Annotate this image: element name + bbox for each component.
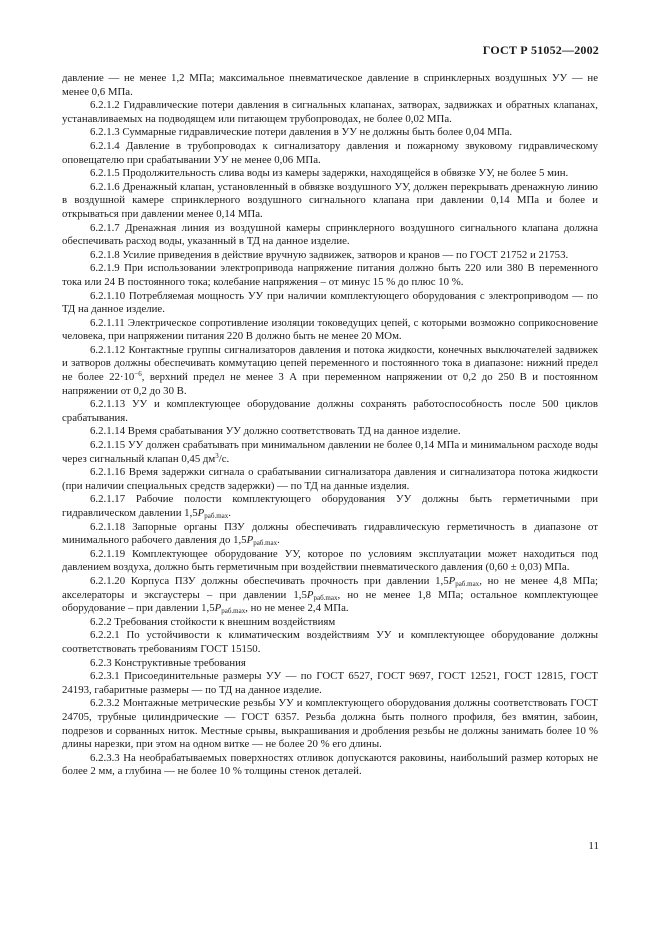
paragraph-6-2-1-10: 6.2.1.10 Потребляемая мощность УУ при наличии комплектующего оборудования с электроприводом — по ТД на данное изделие. — [62, 289, 598, 316]
pressure-symbol: P — [448, 574, 456, 587]
pressure-symbol: P — [214, 602, 222, 615]
subscript: раб.max — [455, 579, 480, 588]
paragraph-6-2-1-13: 6.2.1.13 УУ и комплектующее оборудование должны сохранять работоспособность после 500 циклов срабатывания. — [62, 398, 598, 424]
document-body — [62, 72, 598, 779]
subscript: раб.max — [313, 593, 338, 602]
text-segment: . — [277, 534, 280, 547]
paragraph-6-2-3-2: 6.2.3.2 Монтажные метрические резьбы УУ и комплектующего оборудования должны соответствовать ГОСТ 24705, трубные цилиндрические — ГОСТ 6357. Резьба должна быть полного профиля, без вмятин, забоин, подрезов и сорванных ниток. Местные срывы, выкрашивания и дробления резьбы не должны занимать более 10 % длины нарезки, при этом на одном витке — не более 20 % его длины. — [62, 697, 598, 751]
text-segment: 6.2.1.12 Контактные группы сигнализаторов давления и потока жидкости, конечных выключателей задвижек и затворов должны обеспечивать коммутацию цепей переменного и постоянного тока в диапазоне: нижний предел не более 22·10 — [62, 343, 598, 384]
paragraph-6-2-1-15 — [62, 439, 598, 466]
text-segment: 6.2.1.20 Корпуса ПЗУ должны обеспечивать прочность при давлении 1,5 — [90, 574, 449, 587]
paragraph-6-2-1-2: 6.2.1.2 Гидравлические потери давления в сигнальных клапанах, затворах, задвижках и обратных клапанах, устанавливаемых на подводящем или питающем трубопроводах, не более 0,02 МПа. — [62, 99, 598, 125]
page-number: 11 — [588, 840, 599, 852]
superscript: −6 — [134, 370, 142, 379]
subscript: раб.max — [221, 607, 246, 616]
paragraph-6-2-1-20 — [62, 575, 598, 616]
paragraph-6-2-1-7: 6.2.1.7 Дренажная линия из воздушной камеры спринклерного воздушного сигнального клапана должна обеспечивать расход воды, указанный в ТД на данное изделие. — [62, 221, 598, 248]
superscript: 3 — [215, 451, 219, 460]
subscript: раб.max — [253, 539, 278, 548]
subscript: раб.max — [204, 512, 229, 520]
text-segment: . — [228, 507, 231, 519]
text-segment: 6.2.1.15 УУ должен срабатывать при минимальном давлении не более 0,14 МПа и минимальном расходе воды через сигнальный клапан 0,45 дм — [62, 439, 598, 465]
paragraph-6-2-1-12 — [62, 344, 598, 398]
text-segment: /с. — [218, 452, 230, 465]
paragraph-6-2-2-1: 6.2.2.1 По устойчивости к климатическим воздействиям УУ и комплектующее оборудование должны соответствовать требованиям ГОСТ 15150. — [62, 629, 598, 655]
paragraph-6-2-1-16: 6.2.1.16 Время задержки сигнала о срабатывании сигнализатора давления и сигнализатора потока жидкости (при наличии специальных средств задержки) — по ТД на данные изделия. — [62, 466, 598, 492]
paragraph-6-2-3-3: 6.2.3.3 На необрабатываемых поверхностях отливок допускаются раковины, наибольший размер которых не более 2 мм, а глубина — не более 10 % толщины стенок деталей. — [62, 751, 598, 778]
text-segment: , но не менее 4,8 МПа; акселераторы и эксгаустеры – при давлении 1,5 — [62, 574, 598, 601]
paragraph-6-2-1-17 — [62, 493, 598, 520]
text-segment: , но не менее 1,8 МПа; остальное комплектующее оборудование – при давлении 1,5 — [62, 588, 598, 615]
paragraph-6-2-1-4: 6.2.1.4 Давление в трубопроводах к сигнализатору давления и пожарному звуковому гидравлическому оповещателю при срабатывании УУ не менее 0,06 МПа. — [62, 139, 598, 166]
text-segment: 6.2.1.18 Запорные органы ПЗУ должны обеспечивать гидравлическую герметичность в диапазоне от минимального рабочего давления до 1,5 — [62, 520, 598, 547]
paragraph-6-2-1-8: 6.2.1.8 Усилие приведения в действие вручную задвижек, затворов и кранов — по ГОСТ 21752 и 21753. — [90, 248, 569, 261]
text-segment: 6.2.1.17 Рабочие полости комплектующего оборудования УУ должны быть герметичными при гидравлическом давлении 1,5 — [62, 493, 598, 519]
paragraph-6-2-1-6: 6.2.1.6 Дренажный клапан, установленный в обвязке воздушного УУ, должен перекрывать дренажную линию в воздушной камере спринклерного воздушного сигнального клапана при давлении 0,14 МПа и более и открываться при давлении менее 0,14 МПа. — [62, 180, 598, 220]
paragraph-6-2-1-18 — [62, 521, 598, 548]
paragraph-6-2-3-1: 6.2.3.1 Присоединительные размеры УУ — по ГОСТ 6527, ГОСТ 9697, ГОСТ 12521, ГОСТ 12815, ГОСТ 24193, габаритные размеры — по ТД на данное изделие. — [62, 670, 598, 696]
paragraph-6-2-1-14: 6.2.1.14 Время срабатывания УУ должно соответствовать ТД на данное изделие. — [90, 425, 461, 438]
paragraph-6-2-1-3: 6.2.1.3 Суммарные гидравлические потери давления в УУ не должны быть более 0,04 МПа. — [90, 126, 513, 139]
pressure-symbol: P — [246, 534, 254, 547]
paragraph-6-2-1-5: 6.2.1.5 Продолжительность слива воды из камеры задержки, находящейся в обвязке УУ, не более 5 мин. — [90, 167, 569, 180]
standard-header: ГОСТ Р 51052—2002 — [482, 43, 599, 57]
text-segment: , верхний предел не менее 3 А при переменном напряжении от 0,2 до 250 В и постоянном напряжении от 0,2 до 30 В. — [62, 371, 598, 397]
pressure-symbol: P — [306, 588, 314, 601]
section-heading-6-2-3: 6.2.3 Конструктивные требования — [90, 656, 246, 669]
paragraph-6-2-1-11: 6.2.1.11 Электрическое сопротивление изоляции токоведущих цепей, с которыми возможно соприкосновение человека, при напряжении питания 220 В должно быть не менее 20 МОм. — [62, 316, 598, 343]
text-segment: , но не менее 2,4 МПа. — [245, 602, 349, 615]
section-heading-6-2-2: 6.2.2 Требования стойкости к внешним воздействиям — [90, 615, 336, 628]
paragraph-6-2-1-19: 6.2.1.19 Комплектующее оборудование УУ, которое по условиям эксплуатации может находиться под давлением воздуха, должно быть герметичным при воздействии пневматического давления (0,60 ± 0,03) МПа. — [62, 547, 598, 574]
paragraph-continuation: давление — не менее 1,2 МПа; максимальное пневматическое давление в спринклерных воздушных УУ — не менее 0,6 МПа. — [62, 72, 598, 98]
pressure-symbol: P — [197, 507, 205, 519]
paragraph-6-2-1-9: 6.2.1.9 При использовании электропривода напряжение питания должно быть 220 или 380 В переменного тока или 24 В постоянного тока; колебание напряжения – от минус 15 % до плюс 10 %. — [62, 262, 598, 288]
